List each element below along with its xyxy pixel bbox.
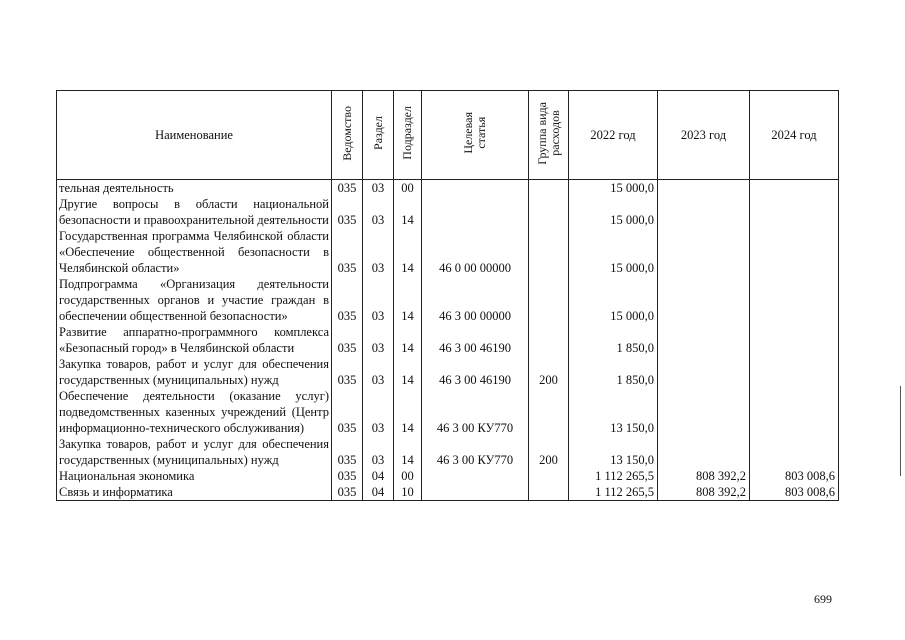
cell-group bbox=[529, 484, 569, 501]
cell-y2022: 13 150,0 bbox=[569, 436, 658, 468]
cell-y2023: 808 392,2 bbox=[658, 484, 750, 501]
cell-y2022: 13 150,0 bbox=[569, 388, 658, 436]
table-row bbox=[57, 436, 839, 468]
scan-edge-mark bbox=[900, 386, 901, 476]
cell-section: 03 bbox=[363, 324, 394, 356]
header-target: Целевая статья bbox=[422, 91, 529, 180]
cell-dept: 035 bbox=[332, 356, 363, 388]
cell-y2022: 15 000,0 bbox=[569, 180, 658, 197]
header-subsection: Подраздел bbox=[394, 91, 422, 180]
cell-dept: 035 bbox=[332, 436, 363, 468]
cell-dept: 035 bbox=[332, 276, 363, 324]
cell-dept: 035 bbox=[332, 228, 363, 276]
cell-group bbox=[529, 468, 569, 484]
cell-subsection: 00 bbox=[394, 468, 422, 484]
cell-y2022: 15 000,0 bbox=[569, 228, 658, 276]
cell-subsection: 00 bbox=[394, 180, 422, 197]
cell-target bbox=[422, 196, 529, 228]
cell-section: 03 bbox=[363, 180, 394, 197]
cell-y2023 bbox=[658, 436, 750, 468]
cell-section: 03 bbox=[363, 436, 394, 468]
table-row bbox=[57, 468, 839, 484]
cell-y2024: 803 008,6 bbox=[750, 468, 839, 484]
table-row bbox=[57, 276, 839, 324]
table-row bbox=[57, 196, 839, 228]
cell-subsection: 14 bbox=[394, 228, 422, 276]
cell-name: Закупка товаров, работ и услуг для обеспечения государственных (муниципальных) нужд bbox=[57, 356, 332, 388]
cell-y2023 bbox=[658, 180, 750, 197]
table-row bbox=[57, 228, 839, 276]
cell-name: Другие вопросы в области национальной безопасности и правоохранительной деятельности bbox=[57, 196, 332, 228]
table-row bbox=[57, 356, 839, 388]
cell-y2023 bbox=[658, 356, 750, 388]
cell-y2022: 15 000,0 bbox=[569, 276, 658, 324]
cell-dept: 035 bbox=[332, 388, 363, 436]
cell-y2022: 1 112 265,5 bbox=[569, 468, 658, 484]
cell-y2022: 1 112 265,5 bbox=[569, 484, 658, 501]
cell-name: Связь и информатика bbox=[57, 484, 332, 501]
cell-y2024 bbox=[750, 356, 839, 388]
cell-section: 03 bbox=[363, 388, 394, 436]
cell-subsection: 14 bbox=[394, 436, 422, 468]
header-2022: 2022 год bbox=[569, 91, 658, 180]
cell-section: 03 bbox=[363, 356, 394, 388]
cell-group bbox=[529, 388, 569, 436]
header-dept: Ведомство bbox=[332, 91, 363, 180]
cell-subsection: 14 bbox=[394, 356, 422, 388]
cell-target: 46 3 00 46190 bbox=[422, 356, 529, 388]
cell-target: 46 3 00 00000 bbox=[422, 276, 529, 324]
cell-y2024: 803 008,6 bbox=[750, 484, 839, 501]
cell-name: Подпрограмма «Организация деятельности государственных органов и участие граждан в обеспечении общественной безопасности» bbox=[57, 276, 332, 324]
cell-group bbox=[529, 180, 569, 197]
cell-group bbox=[529, 276, 569, 324]
cell-y2023 bbox=[658, 228, 750, 276]
cell-section: 03 bbox=[363, 196, 394, 228]
cell-y2024 bbox=[750, 180, 839, 197]
cell-y2023 bbox=[658, 324, 750, 356]
cell-y2024 bbox=[750, 436, 839, 468]
cell-subsection: 14 bbox=[394, 276, 422, 324]
cell-subsection: 14 bbox=[394, 196, 422, 228]
cell-subsection: 14 bbox=[394, 324, 422, 356]
cell-group bbox=[529, 228, 569, 276]
page-number: 699 bbox=[814, 592, 832, 606]
cell-target bbox=[422, 468, 529, 484]
cell-dept: 035 bbox=[332, 180, 363, 197]
cell-subsection: 10 bbox=[394, 484, 422, 501]
cell-y2024 bbox=[750, 276, 839, 324]
table-header-row bbox=[57, 91, 839, 180]
cell-y2023 bbox=[658, 196, 750, 228]
cell-name: Закупка товаров, работ и услуг для обеспечения государственных (муниципальных) нужд bbox=[57, 436, 332, 468]
cell-group: 200 bbox=[529, 356, 569, 388]
cell-group bbox=[529, 196, 569, 228]
table-body bbox=[57, 180, 839, 501]
cell-target: 46 3 00 КУ770 bbox=[422, 388, 529, 436]
cell-section: 03 bbox=[363, 276, 394, 324]
cell-target bbox=[422, 180, 529, 197]
cell-y2023: 808 392,2 bbox=[658, 468, 750, 484]
table-row bbox=[57, 324, 839, 356]
cell-y2022: 1 850,0 bbox=[569, 356, 658, 388]
cell-y2023 bbox=[658, 388, 750, 436]
cell-y2023 bbox=[658, 276, 750, 324]
table-row bbox=[57, 388, 839, 436]
table-row bbox=[57, 180, 839, 197]
header-2024: 2024 год bbox=[750, 91, 839, 180]
cell-y2022: 1 850,0 bbox=[569, 324, 658, 356]
cell-name: Государственная программа Челябинской области «Обеспечение общественной безопасности в Челябинской области» bbox=[57, 228, 332, 276]
cell-dept: 035 bbox=[332, 324, 363, 356]
cell-section: 04 bbox=[363, 468, 394, 484]
cell-y2022: 15 000,0 bbox=[569, 196, 658, 228]
header-group: Группа вида расходов bbox=[529, 91, 569, 180]
cell-dept: 035 bbox=[332, 196, 363, 228]
header-2023: 2023 год bbox=[658, 91, 750, 180]
budget-table bbox=[56, 90, 839, 501]
cell-name: тельная деятельность bbox=[57, 180, 332, 197]
cell-y2024 bbox=[750, 388, 839, 436]
cell-name: Национальная экономика bbox=[57, 468, 332, 484]
table-row bbox=[57, 484, 839, 501]
cell-target: 46 3 00 КУ770 bbox=[422, 436, 529, 468]
cell-target: 46 0 00 00000 bbox=[422, 228, 529, 276]
cell-subsection: 14 bbox=[394, 388, 422, 436]
cell-name: Развитие аппаратно-программного комплекса «Безопасный город» в Челябинской области bbox=[57, 324, 332, 356]
header-section: Раздел bbox=[363, 91, 394, 180]
cell-target bbox=[422, 484, 529, 501]
cell-section: 03 bbox=[363, 228, 394, 276]
cell-y2024 bbox=[750, 324, 839, 356]
cell-section: 04 bbox=[363, 484, 394, 501]
cell-target: 46 3 00 46190 bbox=[422, 324, 529, 356]
cell-dept: 035 bbox=[332, 484, 363, 501]
cell-dept: 035 bbox=[332, 468, 363, 484]
cell-y2024 bbox=[750, 196, 839, 228]
cell-y2024 bbox=[750, 228, 839, 276]
cell-group bbox=[529, 324, 569, 356]
cell-group: 200 bbox=[529, 436, 569, 468]
header-name: Наименование bbox=[57, 91, 332, 180]
cell-name: Обеспечение деятельности (оказание услуг) подведомственных казенных учреждений (Центр информационно-технического обслуживания) bbox=[57, 388, 332, 436]
